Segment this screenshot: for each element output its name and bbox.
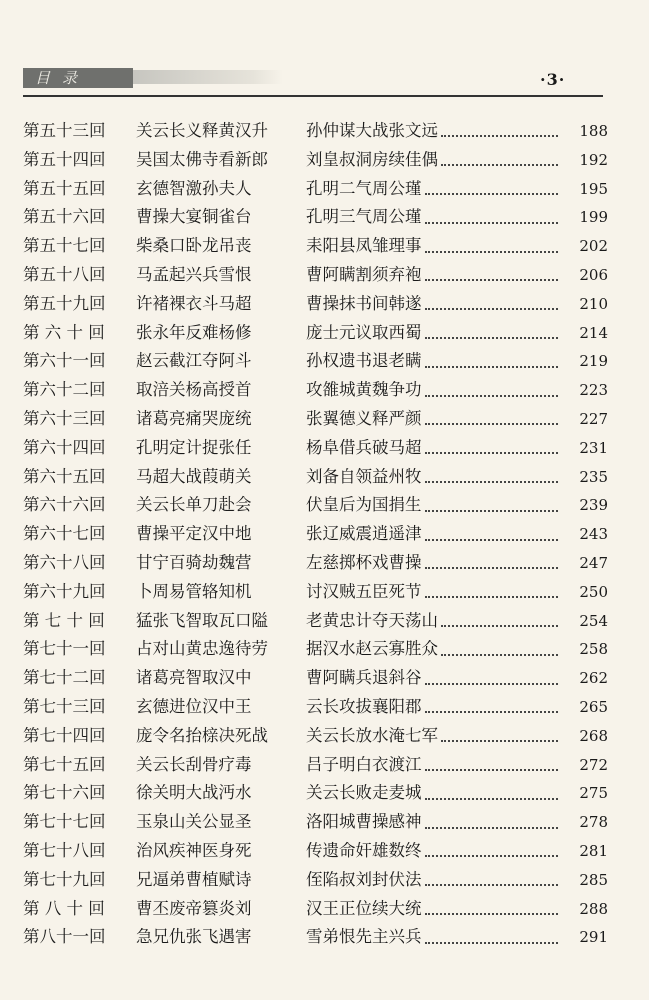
dot-leader	[425, 366, 559, 368]
chapter-title-first-line: 孔明定计捉张任	[136, 437, 252, 457]
page-reference: 254	[579, 611, 608, 630]
chapter-number: 第五十七回	[23, 236, 106, 256]
page-reference: 223	[579, 381, 608, 400]
chapter-title-second-line-wrap	[306, 117, 558, 146]
chapter-title-second-line: 孙仲谋大战张文远	[306, 121, 438, 140]
chapter-number: 第 六 十 回	[23, 322, 105, 342]
chapter-title-second-line-wrap	[306, 722, 558, 751]
chapter-number: 第六十八回	[23, 552, 106, 572]
chapter-title-second-line-wrap	[306, 463, 558, 492]
dot-leader	[425, 683, 559, 685]
page-reference: 210	[579, 294, 608, 313]
table-of-contents	[23, 117, 608, 952]
chapter-title-second-line: 吕子明白衣渡江	[306, 754, 422, 774]
page-reference: 195	[579, 179, 608, 198]
page-reference: 202	[579, 237, 608, 256]
chapter-number: 第六十五回	[23, 466, 106, 486]
chapter-title-second-line-wrap	[306, 347, 558, 376]
chapter-title-first-line: 曹丕废帝篡炎刘	[136, 898, 252, 918]
page-reference: 199	[579, 208, 608, 227]
chapter-number: 第七十七回	[23, 812, 106, 832]
chapter-number: 第七十九回	[23, 869, 106, 889]
chapter-title-second-line-wrap	[306, 578, 558, 607]
dot-leader	[425, 395, 559, 397]
toc-row[interactable]	[23, 232, 608, 261]
chapter-title-first-line: 卜周易管辂知机	[136, 581, 252, 601]
chapter-title-first-line: 曹操平定汉中地	[136, 524, 252, 544]
chapter-title-first-line: 关云长义释黄汉升	[136, 121, 268, 140]
chapter-title-second-line-wrap	[306, 203, 558, 232]
page-reference: 281	[579, 841, 608, 860]
page-reference: 192	[579, 150, 608, 169]
toc-row[interactable]	[23, 693, 608, 722]
dot-leader	[425, 596, 559, 598]
chapter-title-first-line: 急兄仇张飞遇害	[136, 927, 252, 947]
chapter-title-second-line-wrap	[306, 779, 558, 808]
chapter-title-second-line: 攻雒城黄魏争功	[306, 380, 422, 400]
chapter-title-first-line: 曹操大宴铜雀台	[136, 207, 252, 227]
chapter-title-second-line-wrap	[306, 635, 558, 664]
chapter-title-first-line: 治风疾神医身死	[136, 840, 252, 860]
toc-row[interactable]	[23, 837, 608, 866]
chapter-title-first-line: 诸葛亮痛哭庞统	[136, 408, 252, 428]
dot-leader	[425, 510, 559, 512]
toc-row[interactable]	[23, 520, 608, 549]
toc-row[interactable]	[23, 578, 608, 607]
dot-leader	[425, 308, 559, 310]
chapter-title-first-line: 马超大战葭萌关	[136, 466, 252, 486]
dot-leader	[425, 711, 559, 713]
toc-row[interactable]	[23, 866, 608, 895]
chapter-title-second-line: 刘备自领益州牧	[306, 466, 422, 486]
chapter-title-second-line: 曹阿瞒兵退斜谷	[306, 668, 422, 688]
chapter-title-second-line-wrap	[306, 923, 558, 952]
chapter-number: 第六十三回	[23, 408, 106, 428]
chapter-title-first-line: 吴国太佛寺看新郎	[136, 149, 268, 169]
chapter-title-second-line-wrap	[306, 376, 558, 405]
dot-leader	[441, 164, 558, 166]
chapter-number: 第五十六回	[23, 207, 106, 227]
chapter-title-second-line-wrap	[306, 491, 558, 520]
chapter-title-second-line: 耒阳县凤雏理事	[306, 236, 422, 256]
chapter-title-second-line: 关云长败走麦城	[306, 783, 422, 803]
chapter-title-second-line-wrap	[306, 808, 558, 837]
page-reference: 265	[579, 697, 608, 716]
chapter-number: 第五十九回	[23, 293, 106, 313]
dot-leader	[425, 884, 559, 886]
chapter-title-second-line-wrap	[306, 405, 558, 434]
chapter-title-first-line: 兄逼弟曹植赋诗	[136, 869, 252, 889]
chapter-title-second-line-wrap	[306, 751, 558, 780]
chapter-title-second-line: 关云长放水淹七军	[306, 725, 438, 745]
chapter-title-first-line: 赵云截江夺阿斗	[136, 351, 252, 371]
chapter-number: 第五十三回	[23, 121, 106, 140]
chapter-title-second-line: 讨汉贼五臣死节	[306, 581, 422, 601]
chapter-title-second-line: 洛阳城曹操感神	[306, 812, 422, 832]
chapter-title-second-line: 孔明三气周公瑾	[306, 207, 422, 227]
dot-leader	[425, 769, 559, 771]
chapter-number: 第六十四回	[23, 437, 106, 457]
page-reference: 231	[579, 438, 608, 457]
page-reference: 272	[579, 755, 608, 774]
chapter-title-first-line: 猛张飞智取瓦口隘	[136, 610, 268, 630]
chapter-title-second-line: 曹阿瞒割须弃袍	[306, 264, 422, 284]
chapter-title-second-line-wrap	[306, 175, 558, 204]
chapter-title-second-line: 曹操抹书间韩遂	[306, 293, 422, 313]
chapter-title-second-line: 雪弟恨先主兴兵	[306, 927, 422, 947]
page-reference: 285	[579, 870, 608, 889]
toc-row[interactable]	[23, 347, 608, 376]
dot-leader	[441, 135, 558, 137]
dot-leader	[425, 855, 559, 857]
dot-leader	[425, 539, 559, 541]
page-reference: 278	[579, 813, 608, 832]
chapter-number: 第六十七回	[23, 524, 106, 544]
header-decorative-band	[133, 70, 283, 84]
chapter-title-first-line: 甘宁百骑劫魏营	[136, 552, 252, 572]
dot-leader	[425, 423, 559, 425]
toc-row[interactable]	[23, 434, 608, 463]
toc-row[interactable]	[23, 146, 608, 175]
page-reference: 262	[579, 669, 608, 688]
chapter-title-second-line-wrap	[306, 434, 558, 463]
chapter-title-second-line: 庞士元议取西蜀	[306, 322, 422, 342]
chapter-title-second-line-wrap	[306, 895, 558, 924]
chapter-title-second-line: 据汉水赵云寡胜众	[306, 639, 438, 659]
chapter-title-second-line-wrap	[306, 693, 558, 722]
chapter-title-first-line: 占对山黄忠逸待劳	[136, 639, 268, 659]
chapter-number: 第五十八回	[23, 264, 106, 284]
chapter-title-second-line-wrap	[306, 261, 558, 290]
page-reference: 227	[579, 409, 608, 428]
page-reference: 258	[579, 640, 608, 659]
chapter-title-second-line-wrap	[306, 837, 558, 866]
chapter-title-second-line: 杨阜借兵破马超	[306, 437, 422, 457]
page-reference: 288	[579, 899, 608, 918]
toc-row[interactable]	[23, 117, 608, 146]
page-reference: 243	[579, 525, 608, 544]
chapter-title-second-line: 汉王正位续大统	[306, 898, 422, 918]
chapter-title-second-line: 刘皇叔洞房续佳偶	[306, 149, 438, 169]
dot-leader	[425, 827, 559, 829]
chapter-number: 第七十八回	[23, 840, 106, 860]
page-reference: 235	[579, 467, 608, 486]
dot-leader	[425, 251, 559, 253]
page-reference: 239	[579, 496, 608, 515]
chapter-title-second-line-wrap	[306, 146, 558, 175]
toc-row[interactable]	[23, 635, 608, 664]
toc-row[interactable]	[23, 376, 608, 405]
chapter-title-second-line: 张翼德义释严颜	[306, 408, 422, 428]
chapter-number: 第 七 十 回	[23, 610, 105, 630]
chapter-title-second-line: 张辽威震逍遥津	[306, 524, 422, 544]
chapter-number: 第六十九回	[23, 581, 106, 601]
page-reference: 250	[579, 582, 608, 601]
toc-row[interactable]	[23, 722, 608, 751]
page-reference: 188	[579, 122, 608, 140]
chapter-title-second-line-wrap	[306, 290, 558, 319]
chapter-number: 第六十一回	[23, 351, 106, 371]
chapter-title-second-line: 孙权遗书退老瞒	[306, 351, 422, 371]
chapter-title-second-line: 伏皇后为国捐生	[306, 495, 422, 515]
chapter-title-second-line: 左慈掷杯戏曹操	[306, 552, 422, 572]
dot-leader	[425, 279, 559, 281]
dot-leader	[425, 942, 559, 944]
chapter-number: 第七十一回	[23, 639, 106, 659]
chapter-title-second-line: 传遗命奸雄数终	[306, 840, 422, 860]
toc-row[interactable]	[23, 607, 608, 636]
toc-row[interactable]	[23, 751, 608, 780]
chapter-number: 第七十六回	[23, 783, 106, 803]
chapter-number: 第六十二回	[23, 380, 106, 400]
chapter-title-second-line: 孔明二气周公瑾	[306, 178, 422, 198]
chapter-title-first-line: 徐关明大战沔水	[136, 783, 252, 803]
page-reference: 247	[579, 553, 608, 572]
dot-leader	[425, 567, 559, 569]
chapter-number: 第五十四回	[23, 149, 106, 169]
chapter-title-second-line-wrap	[306, 232, 558, 261]
chapter-title-first-line: 庞令名抬榇决死战	[136, 725, 268, 745]
page-reference: 268	[579, 726, 608, 745]
chapter-number: 第六十六回	[23, 495, 106, 515]
chapter-title-first-line: 关云长单刀赴会	[136, 495, 252, 515]
page-reference: 206	[579, 265, 608, 284]
chapter-title-second-line-wrap	[306, 664, 558, 693]
dot-leader	[425, 193, 559, 195]
toc-row[interactable]	[23, 779, 608, 808]
toc-row[interactable]	[23, 405, 608, 434]
toc-row[interactable]	[23, 923, 608, 952]
chapter-title-first-line: 柴桑口卧龙吊丧	[136, 236, 252, 256]
toc-row[interactable]	[23, 290, 608, 319]
page-reference: 214	[579, 323, 608, 342]
chapter-title-second-line-wrap	[306, 549, 558, 578]
chapter-number: 第 八 十 回	[23, 898, 105, 918]
chapter-title-second-line: 老黄忠计夺天荡山	[306, 610, 438, 630]
dot-leader	[425, 481, 559, 483]
chapter-title-first-line: 玄德进位汉中王	[136, 696, 252, 716]
chapter-title-second-line-wrap	[306, 607, 558, 636]
dot-leader	[425, 337, 559, 339]
toc-row[interactable]	[23, 895, 608, 924]
dot-leader	[441, 654, 558, 656]
chapter-title-second-line: 云长攻拔襄阳郡	[306, 696, 422, 716]
toc-row[interactable]	[23, 203, 608, 232]
dot-leader	[441, 740, 558, 742]
chapter-title-first-line: 诸葛亮智取汉中	[136, 668, 252, 688]
page-number: ·3·	[540, 70, 566, 89]
toc-row[interactable]	[23, 319, 608, 348]
chapter-number: 第七十四回	[23, 725, 106, 745]
chapter-number: 第七十二回	[23, 668, 106, 688]
chapter-title-second-line: 侄陷叔刘封伏法	[306, 869, 422, 889]
chapter-number: 第七十五回	[23, 754, 106, 774]
page-reference: 219	[579, 352, 608, 371]
page-reference: 275	[579, 784, 608, 803]
chapter-title-first-line: 许褚裸衣斗马超	[136, 293, 252, 313]
chapter-number: 第八十一回	[23, 927, 106, 947]
chapter-number: 第七十三回	[23, 696, 106, 716]
toc-row[interactable]	[23, 463, 608, 492]
chapter-title-second-line-wrap	[306, 520, 558, 549]
toc-row[interactable]	[23, 808, 608, 837]
toc-row[interactable]	[23, 261, 608, 290]
toc-row[interactable]	[23, 491, 608, 520]
dot-leader	[425, 222, 559, 224]
toc-row[interactable]	[23, 549, 608, 578]
chapter-title-first-line: 关云长刮骨疗毒	[136, 754, 252, 774]
chapter-title-first-line: 玄德智激孙夫人	[136, 178, 252, 198]
dot-leader	[441, 625, 558, 627]
chapter-title-first-line: 张永年反难杨修	[136, 322, 252, 342]
dot-leader	[425, 798, 559, 800]
section-title-tab: 目录	[23, 68, 133, 88]
header-divider	[23, 95, 603, 97]
chapter-title-first-line: 玉泉山关公显圣	[136, 812, 252, 832]
page-reference: 291	[579, 928, 608, 947]
chapter-number: 第五十五回	[23, 178, 106, 198]
chapter-title-second-line-wrap	[306, 866, 558, 895]
dot-leader	[425, 452, 559, 454]
toc-row[interactable]	[23, 175, 608, 204]
chapter-title-first-line: 马孟起兴兵雪恨	[136, 264, 252, 284]
chapter-title-second-line-wrap	[306, 319, 558, 348]
chapter-title-first-line: 取涪关杨高授首	[136, 380, 252, 400]
dot-leader	[425, 913, 559, 915]
toc-row[interactable]	[23, 664, 608, 693]
